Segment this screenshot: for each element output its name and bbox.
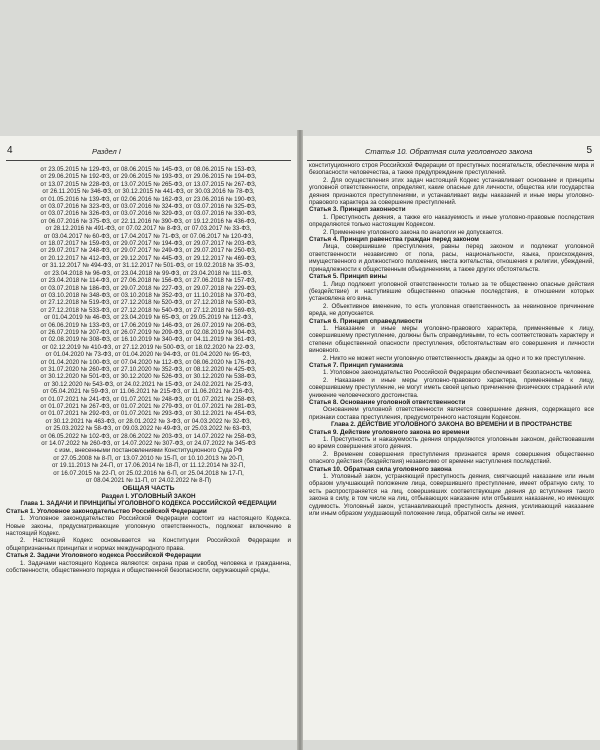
part-title: ОБЩАЯ ЧАСТЬ: [122, 485, 175, 493]
article-3-paragraph-1: 1. Преступность деяния, а также его наказуемость и иные уголовно-правовые последствия определяются только настоящим Кодексом.: [309, 213, 594, 229]
article-2-paragraph-1: 1. Задачами настоящего Кодекса являются: охрана прав и свобод человека и гражданина, собственности, общественного порядка и общественной безопасности, окружающей среды,: [6, 559, 291, 574]
amendment-line: от 27.12.2018 № 533-ФЗ, от 27.12.2018 № 540-ФЗ, от 27.12.2018 № 569-ФЗ,: [40, 306, 257, 314]
amendment-line: от 01.04.2020 № 73-ФЗ, от 01.04.2020 № 94-ФЗ, от 01.04.2020 № 95-ФЗ,: [45, 351, 252, 359]
amendment-line: от 31.12.2017 № 494-ФЗ, от 31.12.2017 № 501-ФЗ, от 19.02.2018 № 35-ФЗ,: [42, 262, 255, 270]
article-8-title: Статья 8. Основание уголовной ответственности: [309, 399, 466, 406]
left-page-number: 4: [7, 145, 13, 156]
amendment-line: от 13.07.2015 № 228-ФЗ, от 13.07.2015 № 265-ФЗ, от 13.07.2015 № 267-ФЗ,: [40, 180, 257, 188]
amendment-line: от 06.07.2016 № 375-ФЗ, от 22.11.2016 № 390-ФЗ, от 19.12.2016 № 436-ФЗ,: [40, 217, 257, 225]
amendment-line: от 23.04.2018 № 114-ФЗ, от 27.06.2018 № 156-ФЗ, от 27.06.2018 № 157-ФЗ,: [40, 277, 257, 285]
amendment-line: от 31.07.2020 № 260-ФЗ, от 27.10.2020 № 352-ФЗ, от 08.12.2020 № 425-ФЗ,: [40, 365, 257, 373]
article-9-title: Статья 9. Действие уголовного закона во времени: [309, 428, 470, 436]
amendment-line: от 01.04.2020 № 100-ФЗ, от 07.04.2020 № 112-ФЗ, от 08.06.2020 № 176-ФЗ,: [40, 358, 257, 366]
right-text-block: [309, 162, 594, 518]
article-6-title: Статья 6. Принцип справедливости: [309, 317, 423, 325]
article-3-paragraph-2: 2. Применение уголовного закона по аналогии не допускается.: [323, 228, 503, 236]
amendment-line: от 16.07.2015 № 22-П, от 25.02.2016 № 6-П, от 25.04.2018 № 17-П,: [53, 469, 244, 477]
article-5-title: Статья 5. Принцип вины: [309, 273, 387, 281]
amendment-line: от 03.07.2016 № 326-ФЗ, от 03.07.2016 № 329-ФЗ, от 03.07.2016 № 330-ФЗ,: [40, 210, 257, 218]
amendment-line: от 06.05.2022 № 102-ФЗ, от 28.06.2022 № 203-ФЗ, от 14.07.2022 № 258-ФЗ,: [40, 432, 257, 440]
article-5-paragraph-1: 1. Лицо подлежит уголовной ответственности только за те общественно опасные действия (бездействие) и наступившие общественно опасные последствия, в отношении которых установлена его вина.: [309, 280, 594, 303]
amendment-line: от 01.05.2016 № 139-ФЗ, от 02.06.2016 № 162-ФЗ, от 23.06.2016 № 190-ФЗ,: [40, 195, 257, 203]
article-2-paragraph-2: 2. Для осуществления этих задач настоящий Кодекс устанавливает основание и принципы уголовной ответственности, определяет, какие опасные для личности, общества или государства деяния признаются преступлениями, и устанавливает виды наказаний и иные меры уголовно-правового характера за совершение преступлений.: [309, 176, 594, 207]
amendment-line: от 01.07.2021 № 267-ФЗ, от 01.07.2021 № 279-ФЗ, от 01.07.2021 № 281-ФЗ,: [40, 403, 257, 410]
amendment-line: от 30.12.2020 № 543-ФЗ, от 24.02.2021 № 15-ФЗ, от 24.02.2021 № 25-ФЗ,: [43, 380, 254, 388]
amendment-line: от 23.05.2015 № 129-ФЗ, от 08.06.2015 № 145-ФЗ, от 08.06.2015 № 153-ФЗ,: [40, 166, 257, 173]
left-running-title: Раздел I: [92, 147, 121, 156]
right-head-rule: [307, 160, 594, 161]
amendment-line: от 01.07.2021 № 241-ФЗ, от 01.07.2021 № 248-ФЗ, от 01.07.2021 № 258-ФЗ,: [40, 395, 257, 403]
amendment-line: от 08.04.2021 № 11-П, от 24.02.2022 № 8-П): [85, 477, 212, 485]
amendment-line: от 23.04.2018 № 96-ФЗ, от 23.04.2018 № 99-ФЗ, от 23.04.2018 № 111-ФЗ,: [44, 269, 253, 277]
right-page-number: 5: [586, 145, 592, 156]
amendment-line: от 26.11.2015 № 346-ФЗ, от 30.12.2015 № 441-ФЗ, от 30.03.2016 № 78-ФЗ,: [42, 188, 255, 196]
amendment-line: от 29.07.2017 № 248-ФЗ, от 29.07.2017 № 249-ФЗ, от 29.07.2017 № 250-ФЗ,: [40, 247, 257, 255]
article-8-paragraph-1: Основанием уголовной ответственности является совершение деяния, содержащего все признаки состава преступления, предусмотренного настоящим Кодексом.: [309, 406, 594, 421]
article-4-paragraph-1: Лица, совершившие преступления, равны перед законом и подлежат уголовной ответственности независимо от пола, расы, национальности, языка, происхождения, имущественного и должностного положения, места жительства, отношения к религии, убеждений, принадлежности к общественным объединениям, а также других обстоятельств.: [309, 243, 594, 273]
article-6-paragraph-1: 1. Наказание и иные меры уголовно-правового характера, применяемые к лицу, совершившему преступление, должны быть справедливыми, то есть соответствовать характеру и степени общественной опасности преступления, обстоятельствам его совершения и личности виновного.: [309, 324, 594, 355]
article-3-title: Статья 3. Принцип законности: [309, 206, 406, 214]
article-2-title: Статья 2. Задачи Уголовного кодекса Российской Федерации: [6, 552, 201, 560]
article-9-paragraph-1: 1. Преступность и наказуемость деяния определяются уголовным законом, действовавшим во время совершения этого деяния.: [309, 436, 594, 451]
article-1-paragraph-2: 2. Настоящий Кодекс основывается на Конституции Российской Федерации и общепризнанных принципах и нормах международного права.: [6, 537, 291, 552]
amendments-list: [6, 166, 291, 484]
amendment-line: от 06.06.2019 № 133-ФЗ, от 17.06.2019 № 146-ФЗ, от 26.07.2019 № 206-ФЗ,: [40, 321, 257, 329]
left-running-head: [0, 147, 297, 159]
amendment-line: от 25.03.2022 № 58-ФЗ, от 09.03.2022 № 49-ФЗ, от 25.03.2022 № 63-ФЗ,: [45, 425, 252, 433]
article-10-title: Статья 10. Обратная сила уголовного закона: [309, 465, 452, 473]
article-1-paragraph-1: 1. Уголовное законодательство Российской Федерации состоит из настоящего Кодекса. Новые законы, предусматривающие уголовную ответственность, подлежат включению в настоящий Кодекс.: [6, 515, 291, 537]
amendment-line: от 20.12.2017 № 412-ФЗ, от 29.12.2017 № 445-ФЗ, от 29.12.2017 № 469-ФЗ,: [40, 254, 257, 262]
right-running-title: Статья 10. Обратная сила уголовного закона: [365, 147, 533, 156]
article-9-paragraph-2: 2. Временем совершения преступления признается время совершения общественно опасного действия (бездействия) независимо от времени наступления последствий.: [309, 450, 594, 466]
amendment-line: от 03.10.2018 № 348-ФЗ, от 03.10.2018 № 352-ФЗ, от 11.10.2018 № 370-ФЗ,: [40, 291, 257, 299]
left-text-block: [6, 166, 291, 574]
amendment-line: с изм., внесенными постановлениями Конституционного Суда РФ: [54, 447, 243, 455]
article-5-paragraph-2: 2. Объективное вменение, то есть уголовная ответственность за невиновное причинение вреда, не допускается.: [309, 302, 594, 318]
chapter-2-title: Глава 2. ДЕЙСТВИЕ УГОЛОВНОГО ЗАКОНА ВО ВРЕМЕНИ И В ПРОСТРАНСТВЕ: [330, 421, 572, 429]
amendment-line: от 19.11.2013 № 24-П, от 17.06.2014 № 18-П, от 11.12.2014 № 32-П,: [51, 462, 246, 470]
amendment-line: от 18.07.2017 № 159-ФЗ, от 29.07.2017 № 194-ФЗ, от 29.07.2017 № 203-ФЗ,: [40, 240, 257, 248]
amendment-line: от 05.04.2021 № 59-ФЗ, от 11.06.2021 № 215-ФЗ, от 11.06.2021 № 216-ФЗ,: [42, 388, 255, 396]
amendment-line: от 14.07.2022 № 260-ФЗ, от 14.07.2022 № 307-ФЗ, от 24.07.2022 № 345-ФЗ: [41, 440, 256, 448]
chapter-title: Глава 1. ЗАДАЧИ И ПРИНЦИПЫ УГОЛОВНОГО КОДЕКСА РОССИЙСКОЙ ФЕДЕРАЦИИ: [20, 500, 277, 508]
amendment-line: от 01.04.2019 № 46-ФЗ, от 23.04.2019 № 65-ФЗ, от 29.05.2019 № 112-ФЗ,: [44, 314, 253, 322]
amendment-line: от 03.04.2017 № 60-ФЗ, от 17.04.2017 № 71-ФЗ, от 07.06.2017 № 120-ФЗ,: [43, 232, 254, 240]
amendment-line: от 27.12.2018 № 519-ФЗ, от 27.12.2018 № 520-ФЗ, от 27.12.2018 № 530-ФЗ,: [40, 299, 257, 307]
article-1-title: Статья 1. Уголовное законодательство Российской Федерации: [6, 507, 207, 515]
amendment-line: от 02.12.2019 № 410-ФЗ, от 27.12.2019 № 500-ФЗ, от 18.02.2020 № 22-ФЗ,: [42, 343, 255, 351]
left-head-rule: [6, 160, 291, 161]
right-page: [303, 136, 600, 740]
article-7-paragraph-2: 2. Наказание и иные меры уголовно-правового характера, применяемые к лицу, совершившему преступление, не могут иметь своей целью причинение физических страданий или унижение человеческого достоинства.: [309, 376, 594, 399]
section-title: Раздел I. УГОЛОВНЫЙ ЗАКОН: [101, 492, 196, 500]
continued-paragraph: конституционного строя Российской Федерации от преступных посягательств, обеспечение мира и безопасности человечества, а также предупреждение преступлений.: [309, 162, 594, 177]
amendment-line: от 28.12.2016 № 491-ФЗ, от 07.02.2017 № 8-ФЗ, от 07.03.2017 № 33-ФЗ,: [45, 225, 252, 233]
article-7-paragraph-1: 1. Уголовное законодательство Российской Федерации обеспечивает безопасность человека.: [323, 369, 592, 377]
amendment-line: от 01.07.2021 № 292-ФЗ, от 01.07.2021 № 293-ФЗ, от 30.12.2021 № 454-ФЗ,: [40, 410, 257, 418]
amendment-line: от 02.08.2019 № 308-ФЗ, от 16.10.2019 № 340-ФЗ, от 04.11.2019 № 361-ФЗ,: [40, 336, 257, 344]
article-10-paragraph-1: 1. Уголовный закон, устраняющий преступность деяния, смягчающий наказание или иным образом улучшающий положение лица, совершившего преступление, имеет обратную силу, то есть распространяется на лиц, совершивших соответствующие деяния до вступления такого закона в силу, в том числе на лиц, отбывающих наказание или отбывших наказание, но имеющих судимость. Уголовный закон, устанавливающий преступность деяния, усиливающий наказание или иным образом ухудшающий положение лица, обратной силы не имеет.: [309, 473, 594, 518]
article-7-title: Статья 7. Принцип гуманизма: [309, 361, 404, 369]
amendment-line: от 03.07.2018 № 186-ФЗ, от 29.07.2018 № 227-ФЗ, от 29.07.2018 № 229-ФЗ,: [40, 284, 257, 292]
amendment-line: от 03.07.2016 № 323-ФЗ, от 03.07.2016 № 324-ФЗ, от 03.07.2016 № 325-ФЗ,: [40, 203, 257, 211]
article-6-paragraph-2: 2. Никто не может нести уголовную ответственность дважды за одно и то же преступление.: [323, 354, 586, 362]
amendment-line: от 29.06.2015 № 192-ФЗ, от 29.06.2015 № 193-ФЗ, от 29.06.2015 № 194-ФЗ,: [40, 173, 257, 181]
right-running-head: [303, 147, 600, 159]
left-page: [0, 136, 297, 740]
amendment-line: от 27.05.2008 № 8-П, от 13.07.2010 № 15-П, от 10.10.2013 № 20-П,: [53, 454, 244, 462]
amendment-line: от 26.07.2019 № 207-ФЗ, от 26.07.2019 № 209-ФЗ, от 02.08.2019 № 304-ФЗ,: [40, 328, 257, 336]
article-4-title: Статья 4. Принцип равенства граждан перед законом: [309, 236, 479, 244]
amendment-line: от 30.12.2020 № 501-ФЗ, от 30.12.2020 № 526-ФЗ, от 30.12.2020 № 538-ФЗ,: [40, 373, 257, 381]
amendment-line: от 30.12.2021 № 463-ФЗ, от 28.01.2022 № 3-ФЗ, от 04.03.2022 № 32-ФЗ,: [45, 417, 252, 425]
